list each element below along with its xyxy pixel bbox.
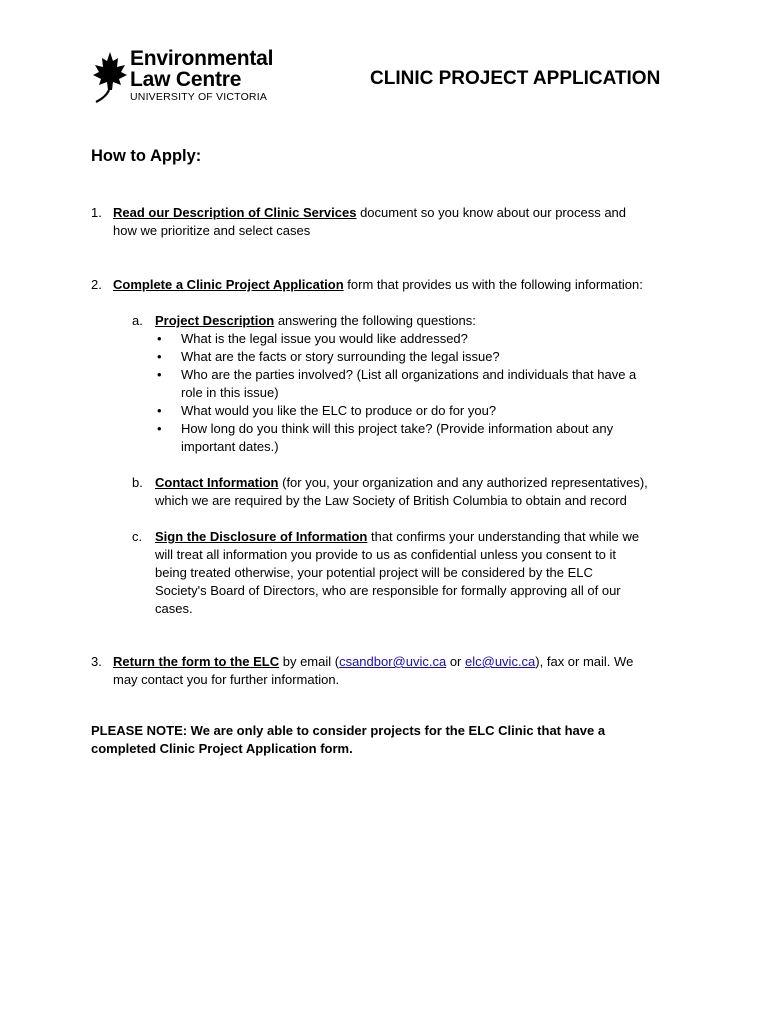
step-3-text-b: or [446, 654, 466, 669]
bullet-item-continued: important dates.) [181, 439, 279, 454]
logo-line-1: Environmental [130, 47, 274, 70]
bullet-icon: • [157, 403, 162, 418]
subitem-a [155, 312, 476, 330]
subitem-b-letter: b. [132, 475, 143, 490]
step-2-number: 2. [91, 277, 102, 292]
step-2 [113, 276, 693, 294]
step-3 [113, 653, 693, 671]
subitem-c-line: cases. [155, 601, 193, 616]
section-heading: How to Apply: [91, 147, 202, 165]
subitem-c-letter: c. [132, 529, 143, 544]
step-3-link[interactable]: Return the form to the ELC [113, 654, 280, 669]
logo-line-3: UNIVERSITY OF VICTORIA [130, 91, 268, 103]
step-1-number: 1. [91, 205, 102, 220]
subitem-c-title: Sign the Disclosure of Information [155, 529, 368, 544]
subitem-a-text: answering the following questions: [274, 313, 476, 328]
subitem-c [155, 528, 735, 546]
bullet-icon: • [157, 331, 162, 346]
bullet-item: Who are the parties involved? (List all organizations and individuals that have a [181, 367, 637, 382]
email-link-elc[interactable]: elc@uvic.ca [465, 654, 536, 669]
subitem-c-line: will treat all information you provide to us as confidential unless you consent to it [155, 547, 617, 562]
email-link-csandbor[interactable]: csandbor@uvic.ca [339, 654, 447, 669]
please-note: PLEASE NOTE: We are only able to consider projects for the ELC Clinic that have a completed Clinic Project Application form. [91, 723, 606, 756]
bullet-icon: • [157, 367, 162, 382]
subitem-b [155, 474, 735, 492]
step-1-link[interactable]: Read our Description of Clinic Services [113, 205, 357, 220]
bullet-item-continued: role in this issue) [181, 385, 279, 400]
bullet-item: How long do you think will this project take? (Provide information about any [181, 421, 614, 436]
step-3-text-2: may contact you for further information. [113, 672, 340, 687]
step-3-text-a: by email ( [279, 654, 340, 669]
step-3-text-c: ), fax or mail. We [535, 654, 634, 669]
step-2-text: form that provides us with the following information: [343, 277, 643, 292]
document-title: CLINIC PROJECT APPLICATION [370, 68, 661, 89]
subitem-b-title: Contact Information [155, 475, 279, 490]
bullet-icon: • [157, 421, 162, 436]
bullet-item: What is the legal issue you would like addressed? [181, 331, 468, 346]
subitem-b-text-2: which we are required by the Law Society of British Columbia to obtain and record [155, 493, 627, 508]
step-1 [113, 204, 683, 222]
step-3-number: 3. [91, 654, 102, 669]
bullet-item: What are the facts or story surrounding the legal issue? [181, 349, 500, 364]
subitem-a-title: Project Description [155, 313, 275, 328]
subitem-c-text: that confirms your understanding that while we [367, 529, 640, 544]
step-2-link[interactable]: Complete a Clinic Project Application [113, 277, 344, 292]
subitem-c-line: Society's Board of Directors, who are responsible for formally approving all of our [155, 583, 621, 598]
logo-line-2: Law Centre [130, 68, 242, 91]
bullet-icon: • [157, 349, 162, 364]
bullet-item: What would you like the ELC to produce or do for you? [181, 403, 497, 418]
maple-leaf-icon [92, 50, 128, 104]
elc-logo [92, 48, 307, 106]
step-1-text: document so you know about our process and [356, 205, 627, 220]
subitem-c-line: being treated otherwise, your potential project will be considered by the ELC [155, 565, 593, 580]
subitem-a-letter: a. [132, 313, 143, 328]
step-1-text-2: how we prioritize and select cases [113, 223, 311, 238]
subitem-b-text: (for you, your organization and any authorized representatives), [278, 475, 648, 490]
